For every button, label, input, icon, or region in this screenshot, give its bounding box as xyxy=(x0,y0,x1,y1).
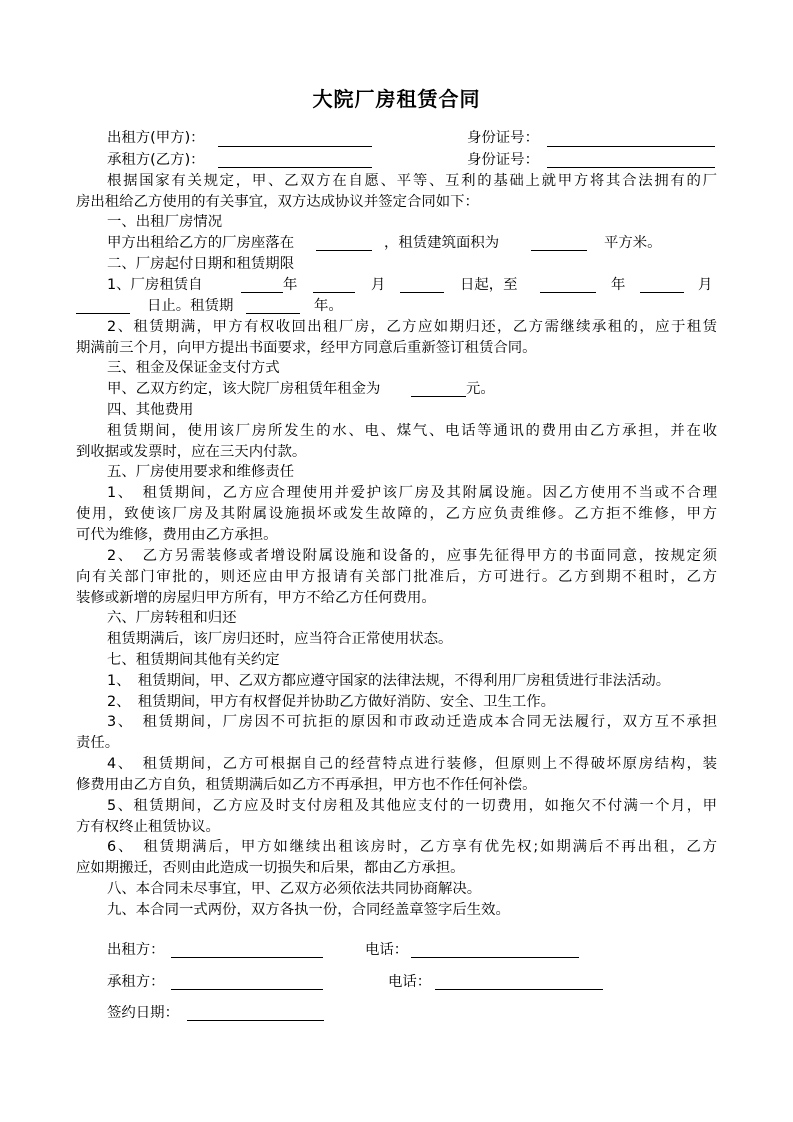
clause-text: 年 xyxy=(283,277,298,293)
section-heading: 九、本合同一式两份，双方各执一份，合同经盖章签字后生效。 xyxy=(107,902,510,918)
clause-line: 租赁期满后，该厂房归还时，应当符合正常使用状态。 xyxy=(107,631,453,647)
sign-lessee-blank xyxy=(171,989,323,990)
clause-line: 1、 租赁期间，甲、乙双方都应遵守国家的法律法规，不得利用厂房租赁进行非法活动。 xyxy=(107,673,671,689)
clause-text: 元。 xyxy=(466,381,495,397)
clause-line: 到收据或发票时，应在三天内付款。 xyxy=(76,444,307,460)
lessor-id-label: 身份证号： xyxy=(467,130,539,146)
lessor-id-blank xyxy=(547,146,715,147)
clause-line: 5、租赁期间，乙方应及时支付房租及其他应支付的一切费用，如拖欠不付满一个月，甲 xyxy=(107,798,717,814)
annual-rent-blank xyxy=(411,396,466,397)
sign-phone-label: 电话： xyxy=(388,974,432,990)
sign-lessor-label: 出租方： xyxy=(107,942,165,958)
section-heading: 二、厂房起付日期和租赁期限 xyxy=(107,256,295,272)
clause-line: 租赁期间，使用该厂房所发生的水、电、煤气、电话等通讯的费用由乙方承担，并在收 xyxy=(107,423,717,439)
start-month-blank xyxy=(313,292,355,293)
clause-line: 向有关部门审批的，则还应由甲方报请有关部门批准后，方可进行。乙方到期不租时，乙方 xyxy=(76,569,717,585)
clause-text: 平方米。 xyxy=(604,235,662,251)
clause-line: 装修或新增的房屋归甲方所有，甲方不给乙方任何费用。 xyxy=(76,590,436,606)
clause-text: 年 xyxy=(611,277,626,293)
section-heading: 四、其他费用 xyxy=(107,402,194,418)
sign-lessee-phone-blank xyxy=(435,989,603,990)
sign-date-blank xyxy=(187,1020,324,1021)
clause-line: 2、 乙方另需装修或者增设附属设施和设备的，应事先征得甲方的书面同意，按规定须 xyxy=(107,548,717,564)
document-title: 大院厂房租赁合同 xyxy=(312,87,481,111)
lessee-blank xyxy=(218,167,372,168)
clause-text: 月 xyxy=(371,277,386,293)
clause-line: 2、租赁期满，甲方有权收回出租厂房，乙方应如期归还，乙方需继续承租的，应于租赁 xyxy=(107,319,717,335)
section-heading: 八、本合同未尽事宜，甲、乙双方必须依法共同协商解决。 xyxy=(107,881,482,897)
clause-text: 月 xyxy=(698,277,713,293)
clause-line: 方有权终止租赁协议。 xyxy=(76,819,220,835)
section-heading: 三、租金及保证金支付方式 xyxy=(107,360,280,376)
clause-text: 甲、乙双方约定，该大院厂房租赁年租金为 xyxy=(107,381,381,397)
end-year-blank xyxy=(540,292,596,293)
clause-line: 期满前三个月，向甲方提出书面要求，经甲方同意后重新签订租赁合同。 xyxy=(76,340,537,356)
end-day-blank xyxy=(76,313,130,314)
section-heading: 七、租赁期间其他有关约定 xyxy=(107,652,280,668)
sign-date-label: 签约日期： xyxy=(107,1005,179,1021)
lessee-label: 承租方(乙方)： xyxy=(107,152,205,168)
clause-line: 1、 租赁期间，乙方应合理使用并爱护该厂房及其附属设施。因乙方使用不当或不合理 xyxy=(107,485,717,501)
clause-text: ，租赁建筑面积为 xyxy=(384,235,500,251)
location-blank xyxy=(316,250,372,251)
lessor-blank xyxy=(218,146,372,147)
section-heading: 五、厂房使用要求和维修责任 xyxy=(107,464,295,480)
clause-text: 1、厂房租赁自 xyxy=(107,277,203,293)
preamble-line: 根据国家有关规定，甲、乙双方在自愿、平等、互利的基础上就甲方将其合法拥有的厂 xyxy=(107,173,717,189)
start-day-blank xyxy=(400,292,444,293)
lessee-id-label: 身份证号： xyxy=(467,152,539,168)
clause-line: 使用，致使该厂房及其附属设施损坏或发生故障的，乙方应负责维修。乙方拒不维修，甲方 xyxy=(76,506,717,522)
preamble-line: 房出租给乙方使用的有关事宜，双方达成协议并签定合同如下： xyxy=(76,194,479,210)
sign-lessee-label: 承租方： xyxy=(107,974,165,990)
clause-text: 甲方出租给乙方的厂房座落在 xyxy=(107,235,295,251)
section-heading: 一、出租厂房情况 xyxy=(107,214,223,230)
term-years-blank xyxy=(246,313,300,314)
clause-text: 日起，至 xyxy=(460,277,518,293)
clause-line: 6、 租赁期满后，甲方如继续出租该房时，乙方享有优先权;如期满后不再出租，乙方 xyxy=(107,839,717,855)
clause-line: 2、 租赁期间，甲方有权督促并协助乙方做好消防、安全、卫生工作。 xyxy=(107,694,556,710)
clause-text: 年。 xyxy=(314,298,343,314)
clause-line: 3、 租赁期间，厂房因不可抗拒的原因和市政动迁造成本合同无法履行，双方互不承担 xyxy=(107,714,717,730)
sign-lessor-blank xyxy=(171,957,323,958)
clause-text: 日止。租赁期 xyxy=(147,298,234,314)
end-month-blank xyxy=(640,292,684,293)
clause-line: 可代为维修，费用由乙方承担。 xyxy=(76,527,278,543)
clause-line: 4、 租赁期间，乙方可根据自己的经营特点进行装修，但原则上不得破坏原房结构，装 xyxy=(107,756,717,772)
sign-lessor-phone-blank xyxy=(411,957,579,958)
clause-line: 应如期搬迁，否则由此造成一切损失和后果，都由乙方承担。 xyxy=(76,860,465,876)
lessor-label: 出租方(甲方)： xyxy=(107,130,205,146)
lessee-id-blank xyxy=(547,167,715,168)
section-heading: 六、厂房转租和归还 xyxy=(107,610,237,626)
start-year-blank xyxy=(241,292,283,293)
clause-line: 修费用由乙方自负，租赁期满后如乙方不再承担，甲方也不作任何补偿。 xyxy=(76,777,537,793)
sign-phone-label: 电话： xyxy=(365,942,409,958)
area-blank xyxy=(531,250,587,251)
clause-line: 责任。 xyxy=(76,735,120,751)
